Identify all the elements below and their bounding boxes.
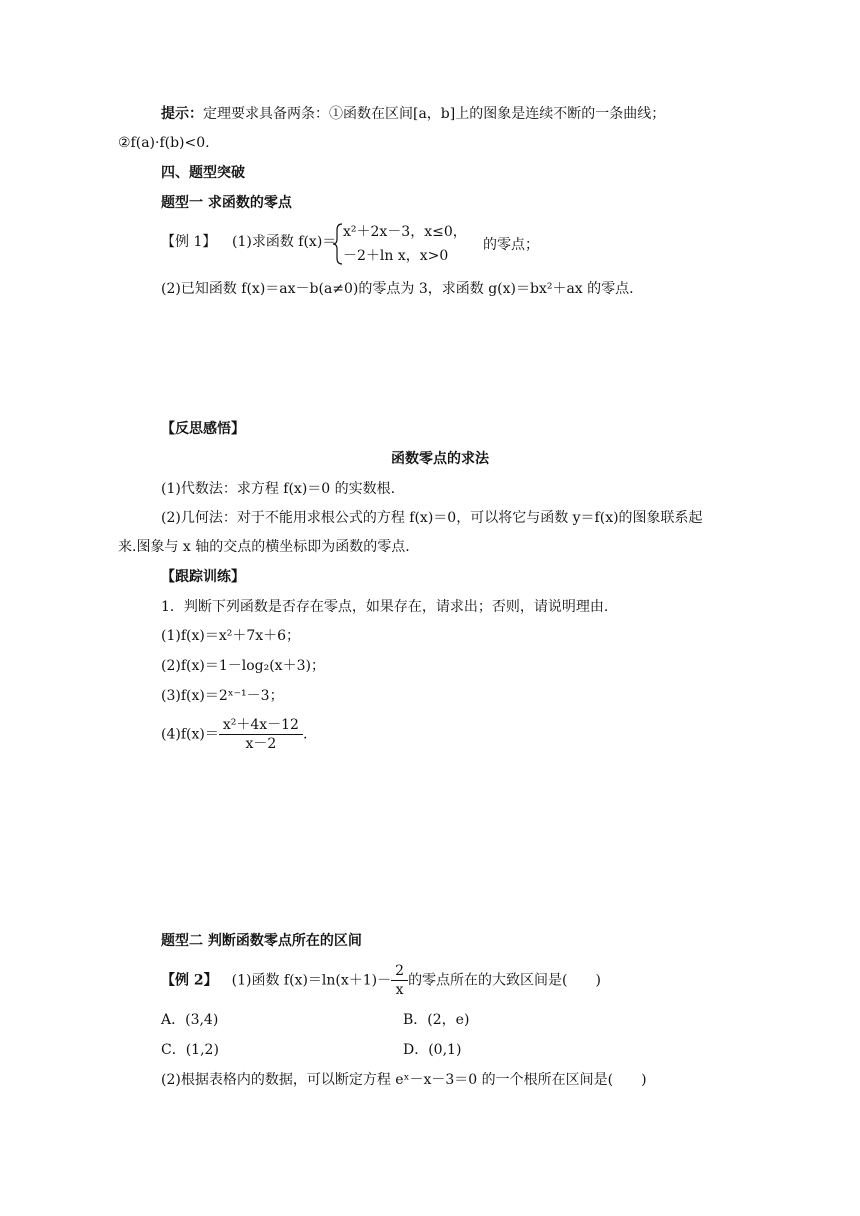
piecewise-case-2: －2＋ln x，x>0 <box>343 248 449 264</box>
training-label: 【跟踪训练】 <box>161 569 245 585</box>
example1-part1-suffix: 的零点； <box>483 237 539 253</box>
example1-label: 【例 1】 <box>161 234 217 250</box>
item4-prefix: (4)f(x)＝ <box>161 726 219 743</box>
example1-part2: (2)已知函数 f(x)＝ax－b(a≠0)的零点为 3，求函数 g(x)＝bx²＋ax 的零点. <box>161 281 634 297</box>
reflection-heading: 函数零点的求法 <box>391 451 489 467</box>
training-item-3: (3)f(x)＝2ˣ⁻¹－3； <box>161 688 284 704</box>
example2-prefix: (1)函数 f(x)＝ln(x＋1)－ <box>231 972 392 989</box>
option-a: A．(3,4) <box>161 1012 219 1028</box>
example2-line <box>161 962 601 999</box>
training-item-4 <box>161 716 307 753</box>
hint-text-1: 定理要求具备两条：①函数在区间[a，b]上的图象是连续不断的一条曲线； <box>203 106 666 122</box>
training-item-1: (1)f(x)＝x²＋7x＋6； <box>161 628 301 644</box>
item4-numerator: x²＋4x－12 <box>219 716 303 735</box>
reflection-label: 【反思感悟】 <box>161 421 245 437</box>
option-b: B．(2，e) <box>403 1012 470 1028</box>
hint-line-1 <box>161 104 665 124</box>
option-d: D．(0,1) <box>403 1042 462 1058</box>
item4-suffix: . <box>302 726 308 743</box>
training-item-2: (2)f(x)＝1－log₂(x＋3)； <box>161 658 325 674</box>
example2-numerator: 2 <box>391 962 408 981</box>
example2-label: 【例 2】 <box>161 972 218 989</box>
example2-part2: (2)根据表格内的数据，可以断定方程 eˣ－x－3＝0 的一个根所在区间是( ) <box>161 1072 647 1088</box>
item4-fraction <box>219 716 303 753</box>
example2-fraction <box>391 962 408 999</box>
reflection-p2b: 来.图象与 x 轴的交点的横坐标即为函数的零点. <box>118 539 410 555</box>
hint-label: 提示： <box>161 106 203 122</box>
training-question: 1．判断下列函数是否存在零点，如果存在，请求出；否则，请说明理由. <box>161 599 609 615</box>
hint-line-2: ②f(a)·f(b)<0. <box>118 135 210 151</box>
piecewise-case-1: x²＋2x－3，x≤0， <box>343 224 467 240</box>
item4-denominator: x－2 <box>245 736 277 752</box>
option-c: C．(1,2) <box>161 1042 219 1058</box>
reflection-p2a: (2)几何法：对于不能用求根公式的方程 f(x)＝0，可以将它与函数 y＝f(x)的图象联系起 <box>161 510 703 526</box>
reflection-p1: (1)代数法：求方程 f(x)＝0 的实数根. <box>161 481 396 497</box>
example2-denominator: x <box>395 982 404 998</box>
section-heading: 四、题型突破 <box>161 165 245 181</box>
type2-title: 题型二 判断函数零点所在的区间 <box>161 933 362 949</box>
example1-part1-prefix: (1)求函数 f(x)＝ <box>232 234 337 250</box>
example2-suffix: 的零点所在的大致区间是( ) <box>408 972 601 989</box>
type1-title: 题型一 求函数的零点 <box>161 195 292 211</box>
